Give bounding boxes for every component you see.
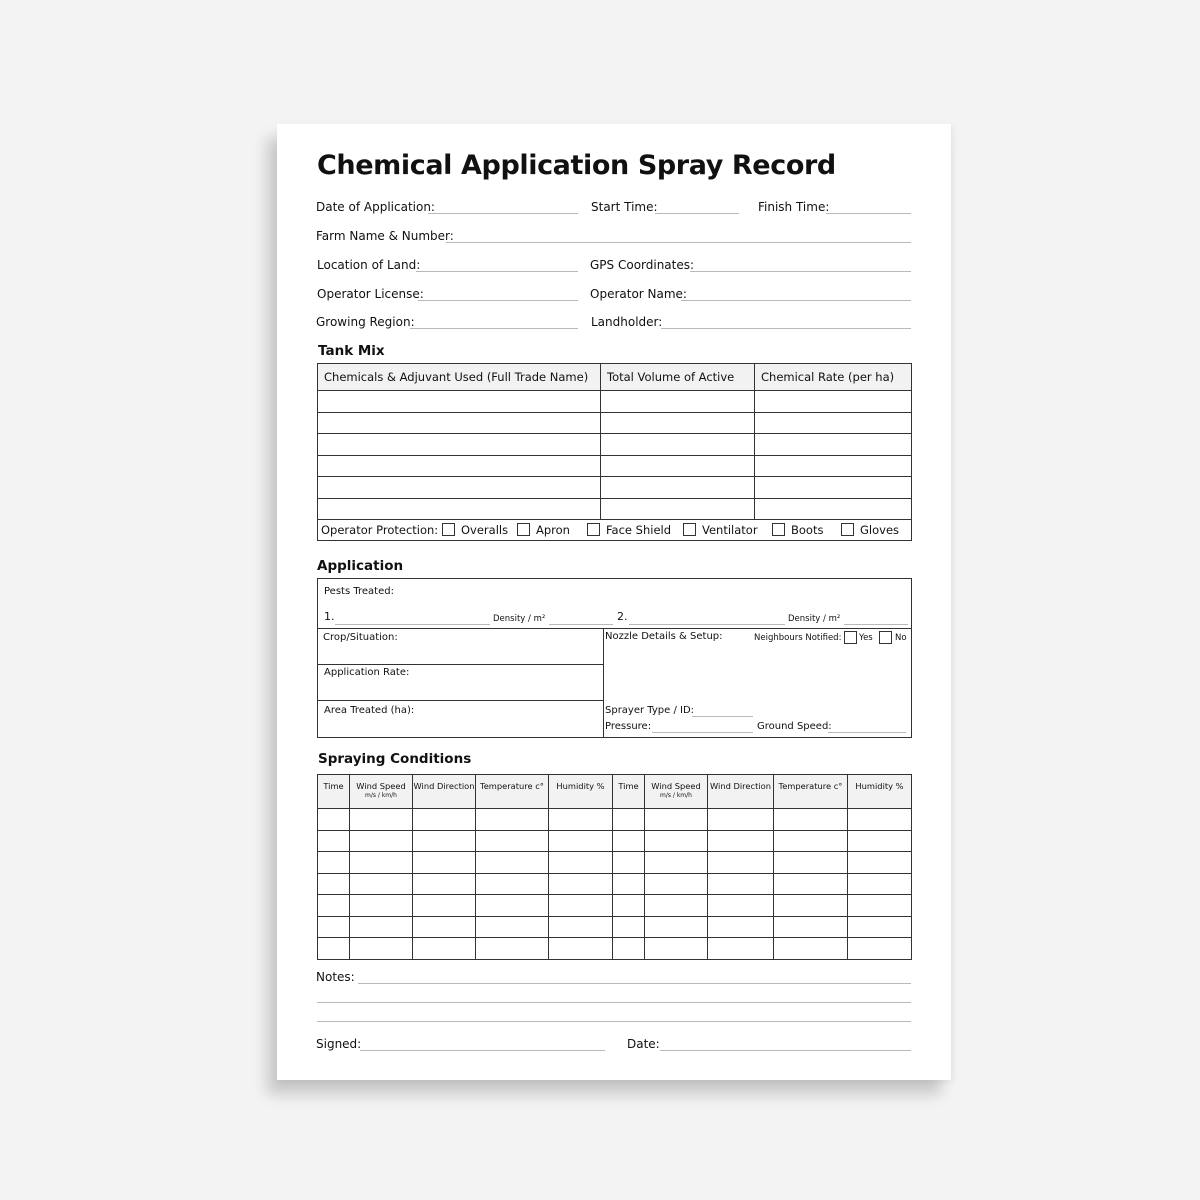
page-title: Chemical Application Spray Record [317, 150, 836, 181]
wind-speed-header: Wind Speed [651, 781, 701, 791]
table-cell[interactable] [774, 873, 848, 895]
table-cell[interactable] [549, 809, 613, 831]
table-cell[interactable] [708, 916, 774, 938]
gloves-checkbox[interactable] [841, 523, 854, 536]
table-cell[interactable] [318, 455, 601, 477]
finish-time-field[interactable] [826, 213, 911, 214]
wind-units-label: m/s / km/h [365, 792, 397, 799]
table-cell[interactable] [601, 477, 755, 499]
table-cell[interactable] [848, 809, 912, 831]
table-cell[interactable] [318, 852, 350, 874]
pest-1-label: 1. [324, 610, 335, 623]
table-cell[interactable] [413, 916, 476, 938]
table-cell[interactable] [601, 391, 755, 413]
apron-option[interactable] [517, 523, 570, 537]
crop-situation-label: Crop/Situation: [323, 632, 398, 643]
gloves-option[interactable] [841, 523, 899, 537]
application-section [317, 578, 912, 738]
pest-2-label: 2. [617, 610, 628, 623]
table-cell[interactable] [708, 938, 774, 960]
table-cell[interactable] [350, 830, 413, 852]
table-cell[interactable] [645, 830, 708, 852]
column-header: Humidity % [549, 775, 613, 809]
ground-speed-label: Ground Speed: [757, 721, 832, 732]
table-cell[interactable] [476, 830, 549, 852]
density-1-label: Density / m² [493, 614, 546, 624]
table-row [318, 455, 912, 477]
notes-label: Notes: [316, 970, 355, 984]
table-cell[interactable] [549, 852, 613, 874]
face-shield-checkbox[interactable] [587, 523, 600, 536]
overalls-label: Overalls [461, 523, 509, 537]
signature-field[interactable] [360, 1050, 605, 1051]
column-header [350, 775, 413, 809]
table-cell[interactable] [476, 895, 549, 917]
pressure-field[interactable] [652, 732, 753, 733]
table-cell[interactable] [549, 938, 613, 960]
column-header: Humidity % [848, 775, 912, 809]
ventilator-label: Ventilator [702, 523, 758, 537]
date-of-application-field[interactable] [428, 213, 578, 214]
density-2-field[interactable] [844, 624, 908, 625]
table-row [318, 938, 912, 960]
table-cell[interactable] [755, 455, 912, 477]
operator-protection-row [318, 520, 912, 541]
area-treated-label: Area Treated (ha): [324, 705, 415, 716]
table-row [318, 391, 912, 413]
notes-field-line-1[interactable] [358, 983, 911, 984]
ground-speed-field[interactable] [828, 732, 906, 733]
neighbours-no-label: No [895, 633, 907, 643]
table-cell[interactable] [613, 809, 645, 831]
notes-field-line-2[interactable] [317, 1002, 911, 1003]
table-cell[interactable] [476, 916, 549, 938]
table-row [318, 434, 912, 456]
table-cell[interactable] [708, 852, 774, 874]
table-cell[interactable] [350, 852, 413, 874]
table-cell[interactable] [413, 895, 476, 917]
table-cell[interactable] [601, 412, 755, 434]
operator-name-label: Operator Name: [590, 287, 687, 301]
divider [318, 664, 603, 665]
spraying-conditions-table [317, 774, 912, 960]
date-of-application-label: Date of Application: [316, 200, 435, 214]
landholder-field[interactable] [661, 328, 911, 329]
density-2-label: Density / m² [788, 614, 841, 624]
application-rate-label: Application Rate: [324, 667, 410, 678]
column-header: Temperature c° [476, 775, 549, 809]
sprayer-type-field[interactable] [692, 716, 753, 717]
pest-1-field[interactable] [335, 624, 490, 625]
nozzle-details-label: Nozzle Details & Setup: [605, 631, 723, 642]
table-cell[interactable] [848, 873, 912, 895]
table-cell[interactable] [413, 809, 476, 831]
table-cell[interactable] [476, 852, 549, 874]
table-cell[interactable] [318, 895, 350, 917]
neighbours-no-checkbox[interactable] [879, 631, 892, 644]
column-header: Chemicals & Adjuvant Used (Full Trade Name) [318, 364, 601, 391]
table-cell[interactable] [848, 938, 912, 960]
table-row [318, 852, 912, 874]
farm-name-field[interactable] [446, 242, 911, 243]
divider [318, 628, 911, 629]
spraying-conditions-body [318, 809, 912, 960]
finish-time-label: Finish Time: [758, 200, 830, 214]
table-cell[interactable] [318, 412, 601, 434]
gloves-label: Gloves [860, 523, 900, 537]
table-cell[interactable] [601, 498, 755, 520]
table-cell[interactable] [708, 873, 774, 895]
neighbours-notified-label: Neighbours Notified: [754, 633, 842, 643]
table-cell[interactable] [613, 852, 645, 874]
table-cell[interactable] [848, 895, 912, 917]
boots-checkbox[interactable] [772, 523, 785, 536]
table-cell[interactable] [848, 830, 912, 852]
start-time-field[interactable] [655, 213, 739, 214]
column-header: Time [318, 775, 350, 809]
table-cell[interactable] [549, 830, 613, 852]
table-cell[interactable] [755, 412, 912, 434]
start-time-label: Start Time: [591, 200, 658, 214]
table-cell[interactable] [613, 830, 645, 852]
table-row [318, 916, 912, 938]
column-header: Time [613, 775, 645, 809]
table-cell[interactable] [350, 916, 413, 938]
location-of-land-label: Location of Land: [317, 258, 421, 272]
table-cell[interactable] [708, 809, 774, 831]
table-cell[interactable] [613, 916, 645, 938]
table-cell[interactable] [318, 391, 601, 413]
gps-coordinates-field[interactable] [690, 271, 911, 272]
pressure-label: Pressure: [605, 721, 652, 732]
table-cell[interactable] [613, 895, 645, 917]
table-header-row [318, 364, 912, 391]
table-cell[interactable] [774, 830, 848, 852]
date-field[interactable] [660, 1050, 911, 1051]
boots-option[interactable] [772, 523, 823, 537]
signed-label: Signed: [316, 1037, 362, 1051]
table-cell[interactable] [645, 873, 708, 895]
ventilator-option[interactable] [683, 523, 758, 537]
farm-name-label: Farm Name & Number: [316, 229, 454, 243]
table-cell[interactable] [318, 938, 350, 960]
table-cell[interactable] [645, 916, 708, 938]
growing-region-field[interactable] [410, 328, 578, 329]
table-row [318, 498, 912, 520]
table-row [318, 830, 912, 852]
boots-label: Boots [791, 523, 824, 537]
sprayer-type-label: Sprayer Type / ID: [605, 705, 695, 716]
table-cell[interactable] [774, 852, 848, 874]
table-cell[interactable] [645, 852, 708, 874]
operator-license-field[interactable] [418, 300, 578, 301]
wind-units-label: m/s / km/h [660, 792, 692, 799]
column-header [645, 775, 708, 809]
table-cell[interactable] [755, 391, 912, 413]
table-cell[interactable] [318, 873, 350, 895]
landholder-label: Landholder: [591, 315, 663, 329]
table-cell[interactable] [413, 938, 476, 960]
table-cell[interactable] [645, 938, 708, 960]
table-cell[interactable] [350, 895, 413, 917]
table-cell[interactable] [613, 873, 645, 895]
table-cell[interactable] [774, 809, 848, 831]
operator-name-field[interactable] [681, 300, 911, 301]
overalls-checkbox[interactable] [442, 523, 455, 536]
table-cell[interactable] [774, 895, 848, 917]
neighbours-yes-checkbox[interactable] [844, 631, 857, 644]
table-cell[interactable] [645, 809, 708, 831]
wind-speed-header: Wind Speed [356, 781, 406, 791]
table-cell[interactable] [476, 938, 549, 960]
table-row [318, 895, 912, 917]
table-cell[interactable] [613, 938, 645, 960]
table-cell[interactable] [476, 809, 549, 831]
overalls-option[interactable] [442, 523, 508, 537]
table-cell[interactable] [848, 916, 912, 938]
table-row [318, 412, 912, 434]
pests-treated-label: Pests Treated: [324, 586, 394, 597]
table-cell[interactable] [549, 916, 613, 938]
table-row [318, 809, 912, 831]
table-cell[interactable] [318, 809, 350, 831]
table-cell[interactable] [318, 830, 350, 852]
density-1-field[interactable] [549, 624, 613, 625]
application-heading: Application [317, 558, 404, 574]
face-shield-option[interactable] [587, 523, 671, 537]
column-header: Temperature c° [774, 775, 848, 809]
tank-mix-table [317, 363, 912, 541]
table-cell[interactable] [350, 873, 413, 895]
table-cell[interactable] [549, 873, 613, 895]
table-cell[interactable] [350, 938, 413, 960]
table-cell[interactable] [708, 895, 774, 917]
growing-region-label: Growing Region: [316, 315, 415, 329]
table-cell[interactable] [318, 434, 601, 456]
table-cell[interactable] [774, 938, 848, 960]
table-cell[interactable] [350, 809, 413, 831]
table-cell[interactable] [476, 873, 549, 895]
column-header: Wind Direction [413, 775, 476, 809]
table-cell[interactable] [755, 477, 912, 499]
table-cell[interactable] [645, 895, 708, 917]
column-header: Total Volume of Active [601, 364, 755, 391]
face-shield-label: Face Shield [606, 523, 672, 537]
divider [318, 700, 603, 701]
column-header: Wind Direction [708, 775, 774, 809]
neighbours-yes-label: Yes [859, 633, 873, 643]
table-cell[interactable] [848, 852, 912, 874]
ventilator-checkbox[interactable] [683, 523, 696, 536]
table-cell[interactable] [413, 830, 476, 852]
table-cell[interactable] [318, 916, 350, 938]
table-header-row [318, 775, 912, 809]
table-cell[interactable] [601, 455, 755, 477]
table-row [318, 477, 912, 499]
notes-field-line-3[interactable] [317, 1021, 911, 1022]
apron-label: Apron [536, 523, 570, 537]
table-row [318, 873, 912, 895]
date-label: Date: [627, 1037, 660, 1051]
pest-2-field[interactable] [629, 624, 785, 625]
location-of-land-field[interactable] [416, 271, 578, 272]
table-cell[interactable] [318, 498, 601, 520]
apron-checkbox[interactable] [517, 523, 530, 536]
tank-mix-heading: Tank Mix [318, 343, 385, 359]
table-cell[interactable] [549, 895, 613, 917]
operator-license-label: Operator License: [317, 287, 424, 301]
table-cell[interactable] [708, 830, 774, 852]
column-header: Chemical Rate (per ha) [755, 364, 912, 391]
table-cell[interactable] [601, 434, 755, 456]
divider [603, 628, 604, 737]
operator-protection-cell [318, 520, 912, 541]
table-cell[interactable] [413, 852, 476, 874]
table-cell[interactable] [318, 477, 601, 499]
spraying-conditions-heading: Spraying Conditions [318, 751, 472, 767]
table-cell[interactable] [774, 916, 848, 938]
form-sheet [277, 124, 951, 1080]
gps-coordinates-label: GPS Coordinates: [590, 258, 695, 272]
table-cell[interactable] [755, 434, 912, 456]
operator-protection-label: Operator Protection: [321, 523, 439, 537]
table-cell[interactable] [413, 873, 476, 895]
table-cell[interactable] [755, 498, 912, 520]
